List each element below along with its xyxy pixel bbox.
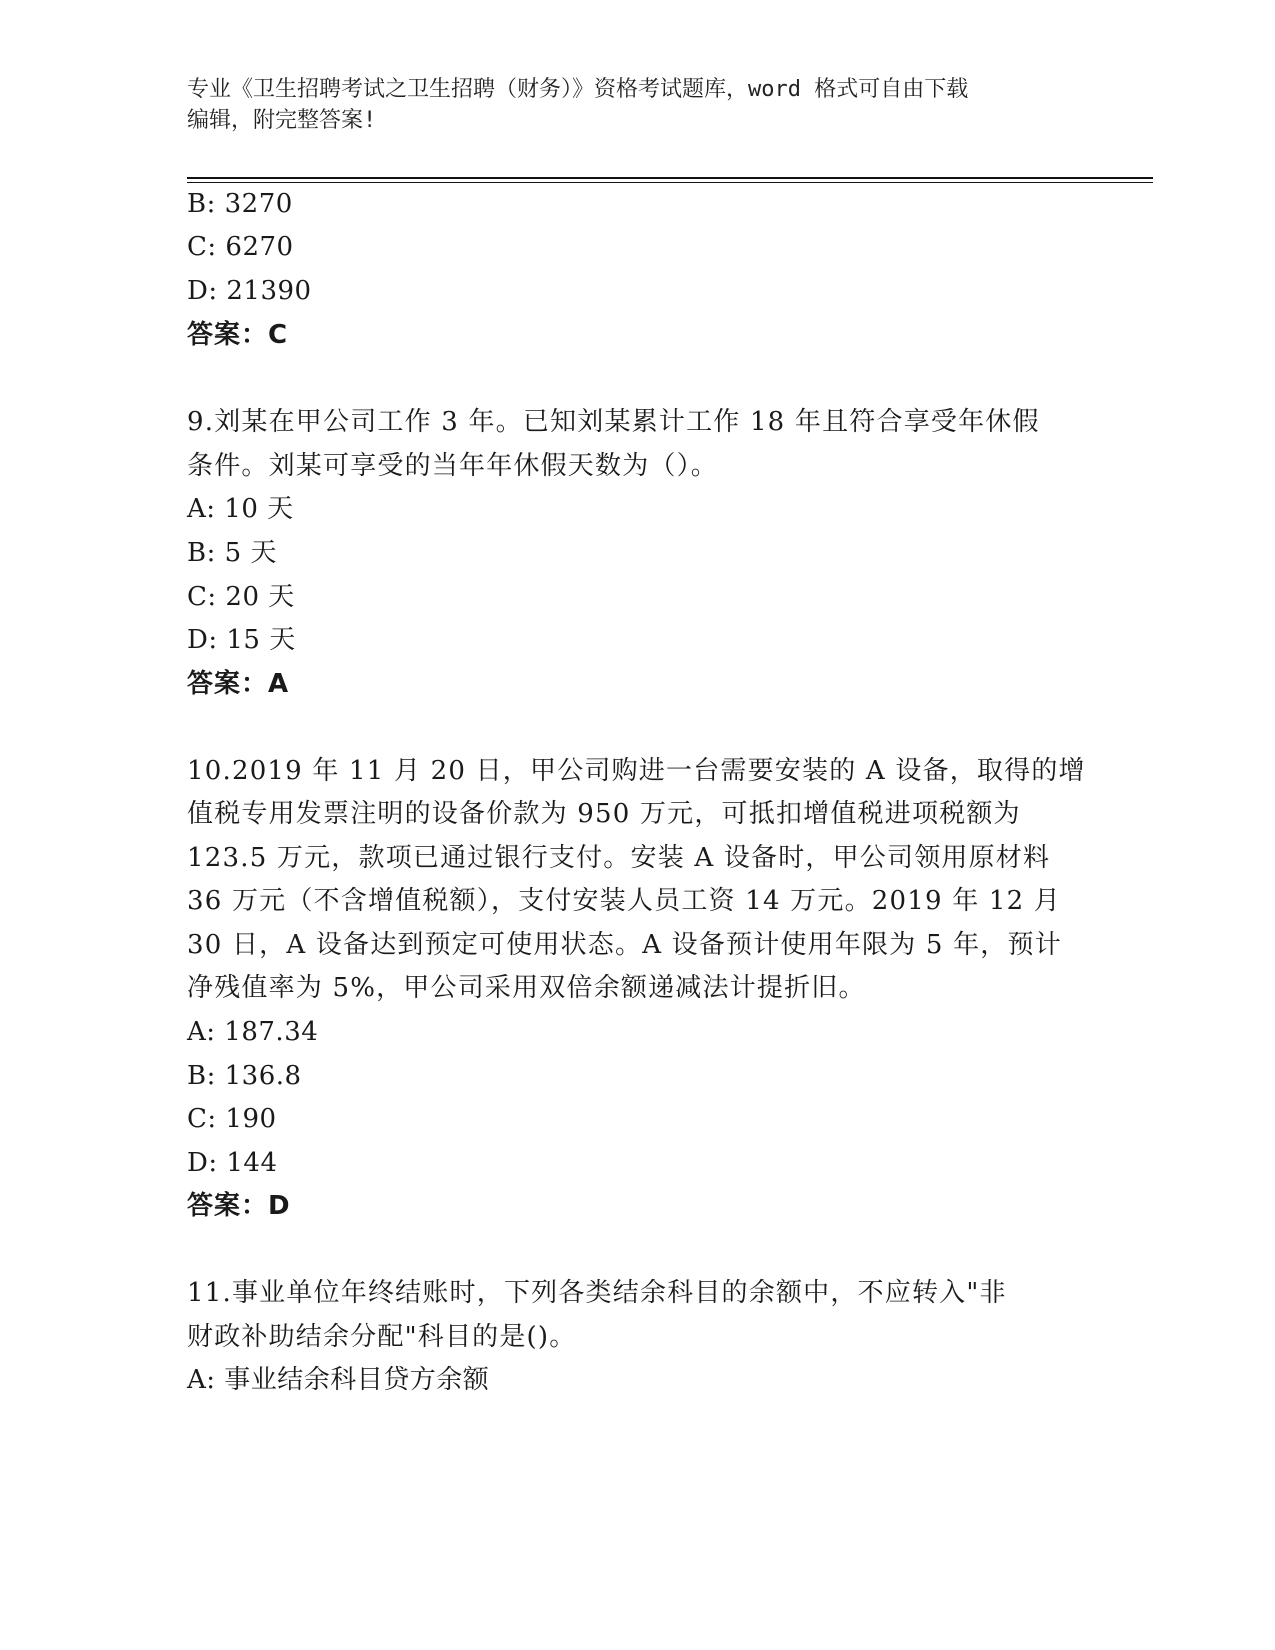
q10-option-d: D: 144 xyxy=(187,1148,278,1178)
q8-option-c: C: 6270 xyxy=(187,232,294,262)
q10-text-line-2: 值税专用发票注明的设备价款为 950 万元，可抵扣增值税进项税额为 xyxy=(187,799,1021,829)
q11-option-a: A: 事业结余科目贷方余额 xyxy=(187,1365,490,1395)
q10-answer: 答案：D xyxy=(187,1191,291,1221)
header-divider-thick xyxy=(187,177,1153,179)
q9-option-c: C: 20 天 xyxy=(187,582,295,612)
q9-option-a: A: 10 天 xyxy=(187,494,294,524)
page-header xyxy=(187,74,1077,136)
q10-option-a: A: 187.34 xyxy=(187,1017,319,1047)
header-line-1: 专业《卫生招聘考试之卫生招聘（财务）》资格考试题库，word 格式可自由下载 xyxy=(187,77,969,102)
q10-text-line-6: 净残值率为 5%，甲公司采用双倍余额递减法计提折旧。 xyxy=(187,973,866,1003)
q9-option-b: B: 5 天 xyxy=(187,538,277,568)
q10-text-line-4: 36 万元（不含增值税额），支付安装人员工资 14 万元。2019 年 12 月 xyxy=(187,886,1062,916)
q9-text-line-1: 9.刘某在甲公司工作 3 年。已知刘某累计工作 18 年且符合享受年休假 xyxy=(187,407,1040,437)
header-divider-thin xyxy=(187,182,1153,183)
q9-option-d: D: 15 天 xyxy=(187,625,296,655)
q9-text-line-2: 条件。刘某可享受的当年年休假天数为（）。 xyxy=(187,451,719,481)
q9-answer: 答案：A xyxy=(187,669,290,699)
q11-text-line-2: 财政补助结余分配"科目的是()。 xyxy=(187,1322,577,1352)
q10-option-c: C: 190 xyxy=(187,1104,277,1134)
q11-text-line-1: 11.事业单位年终结账时，下列各类结余科目的余额中，不应转入"非 xyxy=(187,1278,1007,1308)
q10-text-line-5: 30 日，A 设备达到预定可使用状态。A 设备预计使用年限为 5 年，预计 xyxy=(187,930,1062,960)
header-line-2: 编辑，附完整答案! xyxy=(187,108,377,133)
q8-answer: 答案：C xyxy=(187,320,289,350)
q10-text-line-1: 10.2019 年 11 月 20 日，甲公司购进一台需要安装的 A 设备，取得的增 xyxy=(187,756,1086,786)
q8-option-d: D: 21390 xyxy=(187,276,312,306)
q10-option-b: B: 136.8 xyxy=(187,1061,302,1091)
q8-option-b: B: 3270 xyxy=(187,189,293,219)
q10-text-line-3: 123.5 万元，款项已通过银行支付。安装 A 设备时，甲公司领用原材料 xyxy=(187,843,1051,873)
